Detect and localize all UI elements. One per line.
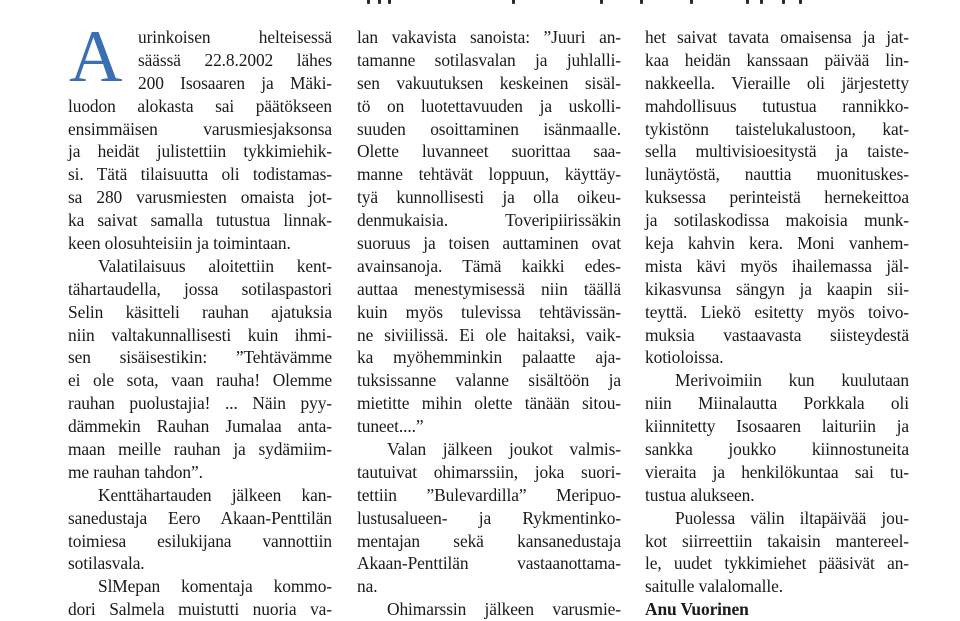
article-column-2 (357, 26, 621, 621)
text-line: me rauhan tahdon”. (68, 461, 203, 482)
text-line: tustua alukseen. (645, 484, 755, 505)
text-line: ja heidät julistettiin tykkimiehik- (68, 141, 332, 162)
text-line: ei ole sota, vaan rauha! Olemme (68, 370, 332, 391)
text-line: auttaa menestymisessä niin täällä (357, 278, 621, 299)
text-line: kiinnitetty Isosaaren laituriin ja (645, 416, 909, 437)
paragraph-start: Kenttähartauden jälkeen kan- (98, 484, 332, 505)
text-line: Olette luvanneet suorittaa saa- (357, 141, 621, 162)
text-line: sankka joukko kiinnostuneita (645, 439, 909, 460)
paragraph-start: SlMepan komentaja kommo- (98, 576, 332, 597)
text-line: ne siviilissä. Ei ole haitaksi, vaik- (357, 324, 621, 345)
text-line: lan vakavista sanoista: ”Juuri an- (357, 27, 621, 47)
text-line: tautuivat ohimarssiin, joka suori- (357, 461, 621, 482)
text-line: Akaan-Penttilän vastaanottama- (357, 553, 621, 574)
text-line: sanedustaja Eero Akaan-Penttilän (68, 507, 332, 528)
drop-cap: A (69, 16, 123, 98)
text-line: sen vakuutuksen keskeinen sisäl- (357, 72, 621, 93)
text-line: sotilasvala. (68, 553, 145, 574)
text-line: suuden osoittaminen isänmaalle. (357, 118, 621, 139)
text-line: le, uudet tykkimiehet pääsivät an- (645, 553, 909, 574)
text-line: rauhan puolustajia! ... Näin pyy- (68, 393, 332, 414)
paragraph-start: Ohimarssin jälkeen varusmie- (387, 599, 621, 620)
text-line: kikasvunsa sängyn ja kaapin sii- (645, 278, 909, 299)
text-line: ka saivat samalla tutustua linnak- (68, 210, 332, 231)
text-line: avainsanoja. Tämä kaikki edes- (357, 255, 621, 276)
text-line: kotioloissa. (645, 347, 724, 368)
cropped-text-top (0, 0, 960, 6)
text-line: mista kävi myös ihailemassa jäl- (645, 255, 909, 276)
text-line: niin valtakunnallisesti kuin ihmi- (68, 324, 332, 345)
text-line: manne tehtävät loppuun, käyttäy- (357, 164, 621, 185)
article-column-3 (645, 26, 909, 621)
text-line: teyttä. Liekö esitetty myös toivo- (645, 301, 909, 322)
text-line: 200 Isosaaren ja Mäki- (138, 72, 332, 93)
text-line: urinkoisen helteisessä (138, 27, 332, 47)
paragraph-start: Valan jälkeen joukot valmis- (387, 439, 621, 460)
text-line: tyä kunnollisesti ja olla oikeu- (357, 187, 621, 208)
text-line: sella multivisioesitystä ja taiste- (645, 141, 909, 162)
text-line: suoruus ja toisen auttaminen ovat (357, 233, 621, 254)
text-line: lunäytöstä, nauttia muonituskes- (645, 164, 909, 185)
text-line: keen olosuhteisiin ja toimintaan. (68, 233, 291, 254)
text-line: kuin myös tulevissa tehtävissän- (357, 301, 621, 322)
text-line: denmukaisia. Toveripiirissäkin (357, 210, 621, 231)
text-line: ja sotilaskodissa makoisia munk- (645, 210, 909, 231)
text-line: luodon alokasta sai päätökseen (68, 95, 332, 116)
paragraph-start: Valatilaisuus aloitettiin kent- (98, 255, 332, 276)
text-line: tuksissanne valanne sisältöön ja (357, 370, 621, 391)
text-line: ka myöhemminkin palaatte aja- (357, 347, 621, 368)
text-line: dämmekin Rauhan Jumalaa anta- (68, 416, 332, 437)
article-column-1 (68, 26, 332, 621)
text-line: tykistönn taistelukalustoon, kat- (645, 118, 909, 139)
text-line: sen sisäisestikin: ”Tehtävämme (68, 347, 332, 368)
text-line: Selin käsitteli rauhan ajatuksia (68, 301, 332, 322)
text-line: vieraita ja henkilökuntaa sai tu- (645, 461, 909, 482)
text-line: si. Tätä tilaisuutta oli todistamas- (68, 164, 332, 185)
text-line: kaa heidän kanssaan päivää lin- (645, 49, 909, 70)
text-line: mietitte mihin olette tänään sitou- (357, 393, 621, 414)
text-line: toimiesa esilukijana vannottiin (68, 530, 332, 551)
text-line: mahdollisuus tutustua rannikko- (645, 95, 909, 116)
text-line: kot siirreettiin takaisin mantereel- (645, 530, 909, 551)
text-line: mentajan sekä kansanedustaja (357, 530, 621, 551)
text-line: het saivat tavata omaisensa ja jat- (645, 27, 909, 47)
paragraph-start: Merivoimiin kun kuulutaan (675, 370, 909, 391)
text-line: sa 280 varusmiesten omaista jot- (68, 187, 332, 208)
text-line: keja kahvin kera. Moni vanhem- (645, 233, 909, 254)
text-line: tö on luotettavuuden ja uskolli- (357, 95, 621, 116)
text-line: niin Miinalautta Porkkala oli (645, 393, 909, 414)
text-line: säässä 22.8.2002 lähes (138, 49, 332, 70)
text-line: saitulle valalomalle. (645, 576, 783, 597)
text-line: tuneet....” (357, 416, 424, 437)
text-line: lustusalueen- ja Rykmentinko- (357, 507, 621, 528)
text-line: na. (357, 576, 378, 597)
text-line: tamanne sotilasvalan ja juhlalli- (357, 49, 621, 70)
author-byline: Anu Vuorinen (645, 599, 749, 620)
text-line: kuksessa perinteistä hernekeittoa (645, 187, 909, 208)
text-line: tähartaudella, jossa sotilaspastori (68, 278, 332, 299)
text-line: tettiin ”Bulevardilla” Meripuo- (357, 484, 621, 505)
text-line: maan meille rauhan ja sydämiim- (68, 439, 332, 460)
text-line: nakkeella. Vieraille oli järjestetty (645, 72, 909, 93)
paragraph-start: Puolessa välin iltapäivää jou- (675, 507, 909, 528)
text-line: dori Salmela muistutti nuoria va- (68, 599, 332, 620)
text-line: muksia vastaavasta siisteydestä (645, 324, 909, 345)
text-line: ensimmäisen varusmiesjaksonsa (68, 118, 332, 139)
